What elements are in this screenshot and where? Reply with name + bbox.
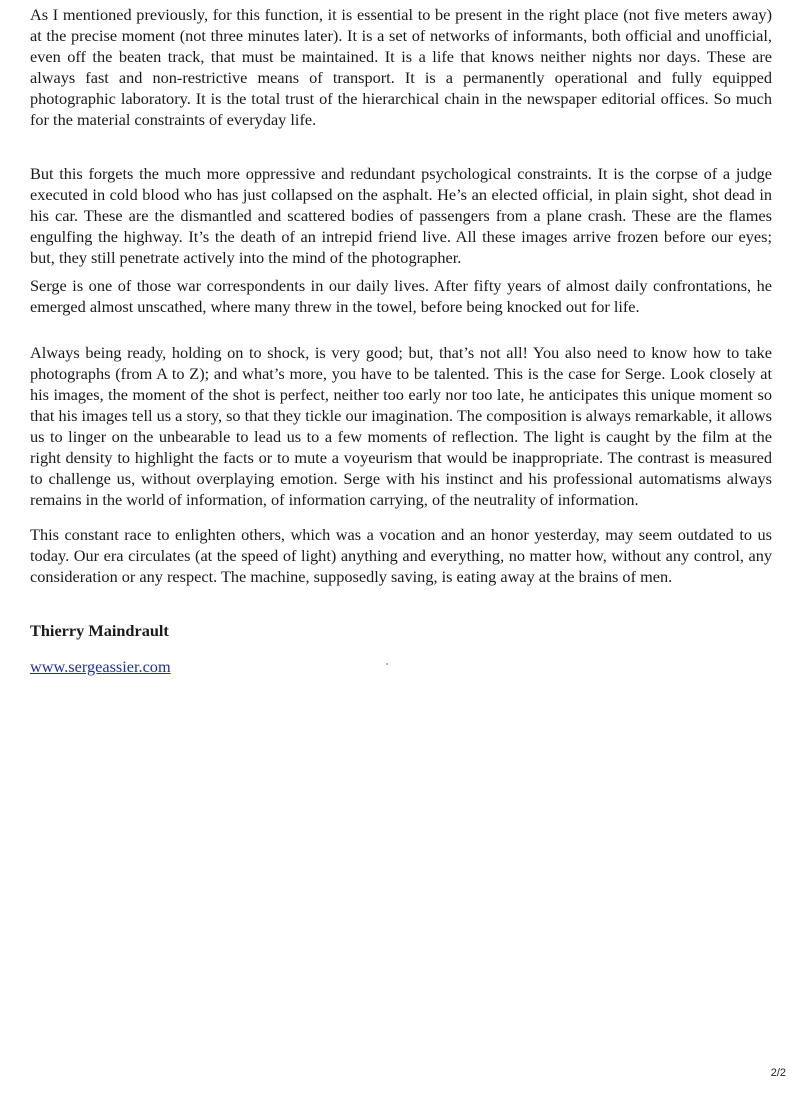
paragraph-2: But this forgets the much more oppressive and redundant psychological constraints. It is the corpse of a judge executed in cold blood who has just collapsed on the asphalt. He’s an elected official, in plain sight, shot dead in his car. These are the dismantled and scattered bodies of passengers from a plane crash. These are the flames engulfing the highway. It’s the death of an intrepid friend live. All these images arrive frozen before our eyes; but, they still penetrate actively into the mind of the photographer. xyxy=(30,164,772,267)
paragraph-5: This constant race to enlighten others, which was a vocation and an honor yesterday, may seem outdated to us today. Our era circulates (at the speed of light) anything and everything, no matter how, without any control, any consideration or any respect. The machine, supposedly saving, is eating away at the brains of men. xyxy=(30,525,772,586)
page-number: 2/2 xyxy=(770,1067,786,1079)
paragraph-1: As I mentioned previously, for this function, it is essential to be present in the right place (not five meters away) at the precise moment (not three minutes later). It is a set of networks of informants, both official and unofficial, even off the beaten track, that must be maintained. It is a life that knows neither nights nor days. These are always fast and non-restrictive means of transport. It is a permanently operational and fully equipped photographic laboratory. It is the total trust of the hierarchical chain in the newspaper editorial offices. So much for the material constraints of everyday life. xyxy=(30,5,772,129)
paragraph-4: Always being ready, holding on to shock, is very good; but, that’s not all! You also need to know how to take photographs (from A to Z); and what’s more, you have to be talented. This is the case for Serge. Look closely at his images, the moment of the shot is perfect, neither too early nor too late, he anticipates this unique moment so that his images tell us a story, so that they tickle our imagination. The composition is always remarkable, it allows us to linger on the unbearable to lead us to a few moments of reflection. The light is caught by the film at the right density to highlight the facts or to mute a voyeurism that would be inappropriate. The contrast is measured to challenge us, without overplaying emotion. Serge with his instinct and his professional automatisms always remains in the world of information, of information carrying, of the neutrality of information. xyxy=(30,343,773,509)
document-page xyxy=(30,0,772,1093)
paragraph-3: Serge is one of those war correspondents in our daily lives. After fifty years of almost daily confrontations, he emerged almost unscathed, where many threw in the towel, before being knocked out for life. xyxy=(30,276,772,316)
scan-speck xyxy=(386,663,388,665)
website-link[interactable]: www.sergeassier.com xyxy=(30,657,171,676)
author-signature: Thierry Maindrault xyxy=(30,621,169,640)
